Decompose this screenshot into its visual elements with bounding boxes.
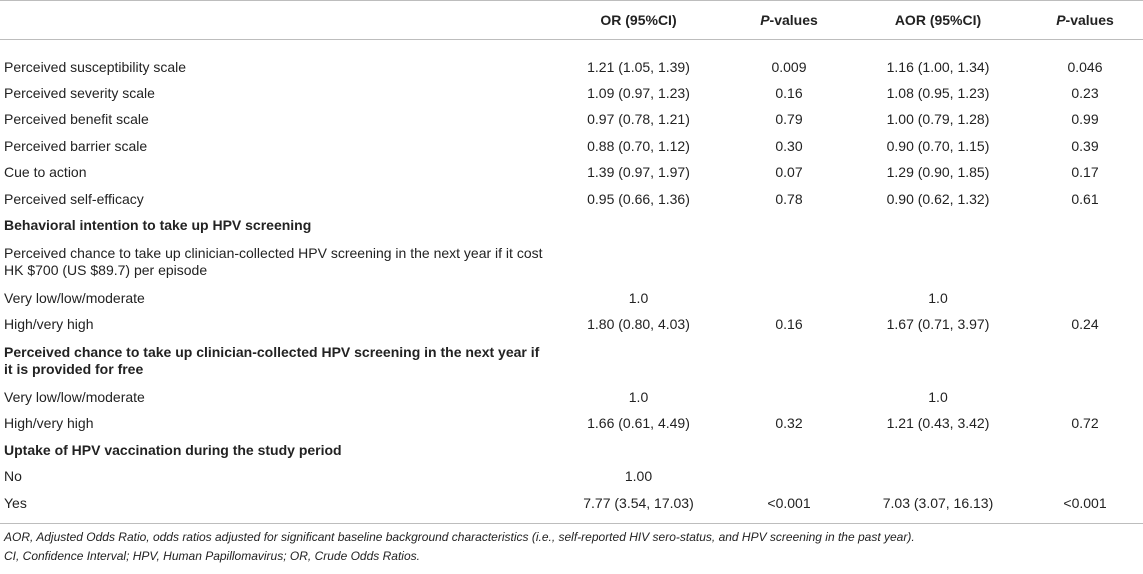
table-row <box>0 80 1143 107</box>
aor-value <box>849 437 1027 464</box>
row-label: High/very high <box>4 415 94 432</box>
header-adjusted-p-values: P-values <box>1027 1 1143 40</box>
adjusted-p-value <box>1027 285 1143 312</box>
p-value <box>729 338 849 384</box>
row-label: High/very high <box>4 316 94 333</box>
footnote-aor: AOR, Adjusted Odds Ratio, odds ratios adjusted for significant baseline background characteristics (i.e., self-reported HIV sero-status, and HPV screening in the past year). <box>4 530 915 544</box>
adjusted-p-value <box>1027 464 1143 491</box>
or-value <box>548 437 729 464</box>
or-value <box>548 338 729 384</box>
or-value: 0.97 (0.78, 1.21) <box>587 111 690 128</box>
aor-value <box>849 464 1027 491</box>
aor-value: 7.03 (3.07, 16.13) <box>849 490 1027 523</box>
table-header-row <box>0 1 1143 40</box>
table-row <box>0 186 1143 213</box>
or-value: 1.0 <box>628 289 649 306</box>
adjusted-p-value: 0.23 <box>1071 84 1099 101</box>
or-value: 1.09 (0.97, 1.23) <box>587 84 690 101</box>
p-value: 0.16 <box>775 316 803 333</box>
or-value: 1.66 (0.61, 4.49) <box>587 415 690 432</box>
table-footnotes <box>4 528 1139 566</box>
or-value: 0.88 (0.70, 1.12) <box>587 137 690 154</box>
adjusted-p-value: 0.72 <box>1071 415 1099 432</box>
aor-value: 1.16 (1.00, 1.34) <box>886 58 990 75</box>
aor-value: 1.67 (0.71, 3.97) <box>886 316 990 333</box>
aor-value: 1.0 <box>928 289 948 306</box>
or-value: 1.21 (1.05, 1.39) <box>587 58 690 75</box>
adjusted-p-value <box>1027 384 1143 411</box>
table-row <box>0 107 1143 134</box>
p-value <box>729 384 849 411</box>
p-value: 0.78 <box>775 190 803 207</box>
adjusted-p-value: 0.24 <box>1071 316 1099 333</box>
aor-value: 0.90 (0.62, 1.32) <box>886 190 990 207</box>
section-header-row <box>0 338 1143 384</box>
subsection-row <box>0 239 1143 285</box>
section-title: Perceived chance to take up clinician-collected HPV screening in the next year if it is provided for free <box>4 344 540 377</box>
adjusted-p-value <box>1027 239 1143 285</box>
aor-value: 1.08 (0.95, 1.23) <box>886 84 990 101</box>
adjusted-p-value: 0.99 <box>1071 111 1099 128</box>
footnote-abbreviations: CI, Confidence Interval; HPV, Human Papillomavirus; OR, Crude Odds Ratios. <box>4 549 420 563</box>
adjusted-p-value: 0.17 <box>1071 164 1099 181</box>
or-value: 1.0 <box>628 388 649 405</box>
or-value: 1.39 (0.97, 1.97) <box>587 164 690 181</box>
table-row <box>0 384 1143 411</box>
header-variable <box>0 1 548 40</box>
p-value: 0.30 <box>775 137 803 154</box>
p-value <box>729 437 849 464</box>
or-value: 7.77 (3.54, 17.03) <box>548 490 729 523</box>
or-value <box>548 213 729 240</box>
row-label: Yes <box>0 490 548 523</box>
p-value <box>729 239 849 285</box>
table-row <box>0 464 1143 491</box>
aor-value: 1.29 (0.90, 1.85) <box>886 164 990 181</box>
section-title: Uptake of HPV vaccination during the study period <box>4 441 342 458</box>
aor-value: 1.21 (0.43, 3.42) <box>886 415 990 432</box>
row-label: Perceived barrier scale <box>4 137 148 154</box>
or-value <box>548 239 729 285</box>
aor-value <box>849 239 1027 285</box>
header-aor-ci: AOR (95%CI) <box>849 1 1027 40</box>
p-value <box>729 464 849 491</box>
header-p-values: P-values <box>729 1 849 40</box>
p-value: 0.79 <box>775 111 803 128</box>
aor-value: 1.0 <box>928 388 948 405</box>
aor-value: 1.00 (0.79, 1.28) <box>886 111 990 128</box>
adjusted-p-value: 0.39 <box>1071 137 1099 154</box>
row-label: No <box>4 468 22 485</box>
table-row <box>0 312 1143 339</box>
table-row <box>0 40 1143 81</box>
subsection-title: Perceived chance to take up clinician-collected HPV screening in the next year if it cost HK $700 (US $89.7) per episode <box>4 245 543 278</box>
adjusted-p-value: <0.001 <box>1027 490 1143 523</box>
aor-value: 0.90 (0.70, 1.15) <box>886 137 990 154</box>
p-value: <0.001 <box>729 490 849 523</box>
row-label: Perceived self-efficacy <box>4 190 144 207</box>
aor-value <box>849 213 1027 240</box>
adjusted-p-value: 0.046 <box>1067 58 1103 75</box>
p-value: 0.32 <box>775 415 803 432</box>
adjusted-p-value: 0.61 <box>1071 190 1099 207</box>
p-value: 0.07 <box>775 164 803 181</box>
or-value: 1.80 (0.80, 4.03) <box>587 316 690 333</box>
adjusted-p-value <box>1027 338 1143 384</box>
table-row <box>0 411 1143 438</box>
adjusted-p-value <box>1027 437 1143 464</box>
row-label: Cue to action <box>4 164 87 181</box>
p-value: 0.16 <box>775 84 803 101</box>
or-value: 0.95 (0.66, 1.36) <box>587 190 690 207</box>
row-label: Perceived benefit scale <box>4 111 149 128</box>
table-row <box>0 133 1143 160</box>
or-value: 1.00 <box>624 468 653 485</box>
row-label: Perceived susceptibility scale <box>4 58 187 75</box>
p-value <box>729 213 849 240</box>
aor-value <box>849 338 1027 384</box>
table-row <box>0 490 1143 523</box>
p-value <box>729 285 849 312</box>
section-header-row <box>0 437 1143 464</box>
header-or-ci: OR (95%CI) <box>548 1 729 40</box>
table-row <box>0 285 1143 312</box>
row-label: Very low/low/moderate <box>4 289 145 306</box>
section-title: Behavioral intention to take up HPV screening <box>4 217 312 234</box>
adjusted-p-value <box>1027 213 1143 240</box>
table-row <box>0 160 1143 187</box>
section-header-row <box>0 213 1143 240</box>
row-label: Perceived severity scale <box>4 84 155 101</box>
row-label: Very low/low/moderate <box>4 388 145 405</box>
p-value: 0.009 <box>771 58 807 75</box>
